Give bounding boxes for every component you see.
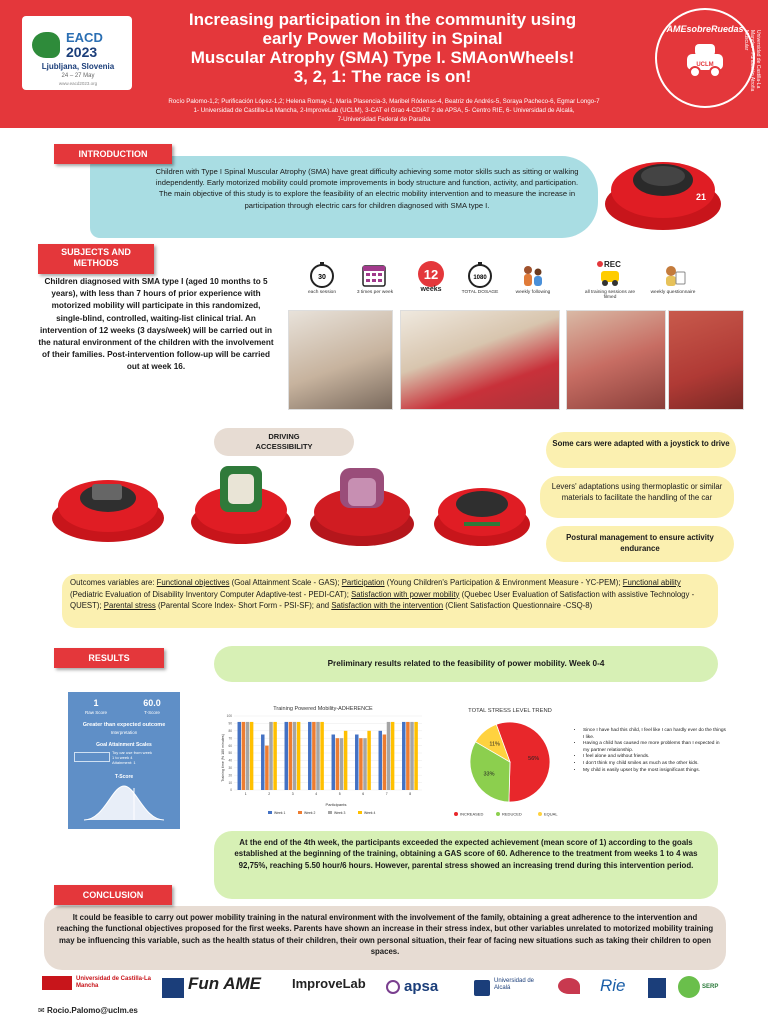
bar [387, 722, 390, 790]
y-tick-label: 40 [228, 758, 232, 763]
calendar-icon [361, 262, 387, 288]
preliminary-results-banner: Preliminary results related to the feasibility of power mobility. Week 0-4 [214, 646, 718, 682]
driving-label-line: DRIVING [268, 432, 300, 441]
eacd-logo [22, 16, 132, 90]
postural-note: Postural management to ensure activity endurance [546, 526, 734, 562]
legend-swatch [268, 811, 272, 814]
y-tick-label: 10 [228, 780, 232, 785]
heart-logo-icon [558, 978, 580, 994]
family-icon [519, 262, 545, 288]
gas-outcome: Greater than expected outcome [82, 722, 166, 728]
driving-label-line: ACCESSIBILITY [255, 442, 313, 451]
icon-label: TOTAL DOSAGE [461, 290, 499, 295]
car-adaptation-image [188, 456, 294, 550]
slice-label: 33% [483, 771, 495, 778]
authors [20, 97, 748, 124]
results-tag: RESULTS [54, 648, 164, 668]
stress-quote: • I feel alone and without friends. [583, 754, 726, 761]
bar [391, 722, 394, 790]
eacd-city: Ljubljana, Slovenia [41, 62, 115, 71]
icon-label: each session [308, 290, 336, 295]
outcome-detail: (Pediatric Evaluation of Disability Inventory Computer Adaptive-test - PEDI-CAT); [70, 589, 352, 599]
uclm-logo-icon [42, 976, 72, 990]
dragon-icon [32, 32, 60, 58]
training-photo [288, 310, 393, 410]
icon-label: weekly following [515, 290, 551, 295]
badge-title: AMEsobreRuedas [666, 24, 744, 34]
gas-raw-label: Raw Score [84, 710, 107, 715]
sponsor-logos [38, 974, 728, 1004]
y-tick-label: 70 [228, 736, 232, 741]
icon-value: 1080 [473, 275, 487, 281]
car-number: 21 [696, 192, 707, 202]
title-line: early Power Mobility in Spinal [262, 29, 503, 48]
training-photo [566, 310, 666, 410]
affiliations-line: 1- Universidad de Castilla-La Mancha, 2-ImproveLab (UCLM), 3-CAT el Grao 4-CDIAT 2 de APSA, 5- Centro RIE, 6- Universidad de Alcalá, [193, 107, 575, 114]
gas-raw-score: 1 [93, 698, 99, 708]
bar [250, 722, 253, 790]
stopwatch-icon [309, 262, 335, 288]
alcala-logo-icon [474, 980, 490, 996]
introduction-box [90, 156, 598, 238]
intervention-icons [295, 262, 735, 302]
alcala-logo: Universidad de Alcalá [494, 978, 535, 991]
legend-label: Week 2 [304, 811, 316, 815]
eacd-name: EACD [66, 30, 103, 45]
x-tick-label: 4 [315, 792, 318, 796]
gas-scales-title: Goal Attainment Scales [96, 742, 152, 748]
gas-t-score: 60.0 [143, 698, 161, 708]
legend-label: INCREASED [460, 811, 484, 817]
ufpb-logo-icon [648, 978, 666, 998]
bar [406, 722, 409, 790]
y-tick-label: 30 [228, 766, 232, 770]
bar [297, 722, 300, 790]
gas-interpretation: Interpretation [110, 730, 138, 735]
y-tick-label: 80 [228, 729, 232, 733]
header-banner [0, 0, 768, 128]
bar [285, 722, 288, 790]
gas-scale-note-line: 1 to week 4 [112, 755, 133, 760]
car-number: 21 [84, 469, 97, 481]
y-tick-label: 100 [226, 714, 232, 719]
outcomes-box [62, 574, 718, 628]
title-line: Increasing participation in the community using [188, 10, 577, 29]
bar [246, 722, 249, 790]
legend-label: Week 3 [334, 811, 346, 815]
outcome-detail: (Quebec User Evaluation of Satisfaction with assistive Technology - QUEST); [70, 589, 695, 610]
outcome-name: Functional ability [622, 578, 681, 587]
x-tick-label: 7 [385, 792, 388, 796]
bar [402, 722, 405, 790]
bar [269, 722, 272, 790]
stress-quote: • I don't think my child smiles as much as the other kids. [583, 761, 726, 768]
legend-label: EQUAL [544, 811, 558, 817]
legend-label: REDUCED [502, 811, 522, 817]
outcome-name: Functional objectives [156, 578, 230, 587]
y-tick-label: 50 [228, 751, 232, 756]
bar [308, 722, 311, 790]
chart-title: Training Powered Mobility-ADHERENCE [273, 706, 373, 712]
uclm-logo: Universidad de Castilla-La Mancha [76, 976, 152, 989]
outcome-detail: (Goal Attainment Scale - GAS); [229, 578, 342, 587]
outcome-name: Parental stress [103, 601, 156, 610]
title-line: Muscular Atrophy (SMA) Type I. SMAonWheels! [190, 48, 575, 67]
total-dosage-icon [467, 262, 493, 288]
bar [316, 722, 319, 790]
icon-label: all training sessions are filmed [584, 290, 636, 300]
x-tick-label: 2 [268, 792, 271, 796]
y-tick-label: 90 [228, 721, 232, 726]
tscore-bell-curve [82, 782, 166, 824]
outcome-name: Satisfaction with the intervention [331, 601, 444, 610]
legend-swatch [298, 811, 302, 814]
outcome-name: Participation [341, 578, 385, 587]
gas-scale-note [112, 750, 176, 765]
conclusion-tag: CONCLUSION [54, 885, 172, 905]
stress-quote: • Since I have had this child, I feel like I can hardly ever do the things I like. [583, 728, 726, 741]
icon-value: 12 [423, 267, 439, 282]
apsa-logo-icon [386, 980, 400, 994]
bar [340, 738, 343, 790]
badge-side-text: Universidad de Castilla-La Mancha • Fundación Atrofia Muscular [743, 30, 761, 92]
legend-swatch [496, 812, 500, 816]
x-tick-label: 8 [409, 792, 412, 796]
stress-quotes-list [576, 728, 726, 774]
joystick-note: Some cars were adapted with a joystick to drive [546, 432, 736, 468]
outcome-name: Satisfaction with power mobility [351, 589, 460, 599]
bar [293, 722, 296, 790]
bar [344, 731, 347, 790]
title-line: 3, 2, 1: The race is on! [293, 67, 472, 86]
eacd-dates: 24 – 27 May [61, 73, 95, 79]
bar [265, 746, 268, 790]
bar [367, 731, 370, 790]
eacd-year: 2023 [66, 44, 98, 60]
car-adaptation-image [48, 462, 168, 546]
y-tick-label: 60 [228, 743, 232, 748]
chart-x-label: Participants [325, 802, 347, 807]
legend-swatch [538, 812, 542, 816]
bar [355, 735, 358, 791]
bar [379, 731, 382, 790]
twelve-weeks-icon [415, 260, 447, 292]
email-icon: ✉ [38, 1006, 47, 1015]
improvelab-logo: ImproveLab [292, 976, 366, 991]
x-tick-label: 6 [362, 792, 365, 796]
bar [312, 722, 315, 790]
outcome-detail: (Client Satisfaction Questionnaire -CSQ-8) [443, 601, 593, 610]
introduction-tag: INTRODUCTION [54, 144, 172, 164]
bar [414, 722, 417, 790]
slice-label: 56% [528, 756, 540, 763]
x-tick-label: 3 [291, 792, 294, 796]
driving-accessibility-label [214, 428, 354, 456]
legend-swatch [358, 811, 362, 814]
apsa-logo: apsa [404, 978, 439, 995]
contact-email[interactable] [38, 1006, 138, 1015]
icon-label: 3 times per week [356, 290, 394, 295]
icon-label: weekly questionnaire [650, 290, 696, 295]
chart-title: TOTAL STRESS LEVEL TREND [468, 708, 552, 714]
record-icon [595, 258, 625, 288]
affiliations-line: 7-Universidad Federal de Paraíba [337, 116, 431, 123]
bar [273, 722, 276, 790]
gas-curve-label: T-Score [114, 774, 134, 780]
car-number: 21 [684, 151, 697, 163]
eacd-url: www.eacd2023.org [58, 81, 98, 86]
bar [383, 735, 386, 791]
levers-note: Levers' adaptations using thermoplastic or similar materials to facilitate the handling of the car [540, 476, 734, 518]
bar [359, 738, 362, 790]
email-address[interactable]: Rocio.Palomo@uclm.es [46, 1006, 138, 1015]
slice-label: 11% [489, 741, 500, 748]
x-tick-label: 5 [338, 792, 341, 796]
stress-pie-chart [440, 704, 580, 822]
y-tick-label: 0 [230, 788, 232, 793]
bar [410, 722, 413, 790]
bar [320, 722, 323, 790]
bar [242, 722, 245, 790]
bar [289, 722, 292, 790]
outcome-detail: (Parental Score Index- Short Form - PSI-SF); and [155, 601, 332, 610]
icon-value: REC [604, 260, 621, 269]
bar [238, 722, 241, 790]
stress-quote: • My child is easily upset by the most insignificant things. [583, 768, 726, 775]
authors-line: Rocío Palomo-1,2; Purificación López-1,2; Helena Romay-1, María Plasencia-3, Maribel Ródenas-4, Beatriz de Andrés-5, Soraya Pacheco-6, Egmar Longo-7 [168, 98, 600, 105]
gas-scale-note-line: Attainment: 1 [112, 760, 136, 765]
legend-swatch [328, 811, 332, 814]
weeks-word: weeks [420, 286, 442, 292]
methods-tag-line: SUBJECTS AND [61, 247, 131, 257]
gas-t-label: T-Score [144, 710, 160, 715]
methods-text: Children diagnosed with SMA type I (aged 10 months to 5 years), with less than 7 hours of prior experience with motorized mobility will participate in this randomized, single-blind, controlled, waiting-list clinical trial. An intervention of 12 weeks (3 days/week) will be carried out in the natural environment of the children with the involvement of their families. Post-intervention follow-up will be carried out at week 16. [38, 277, 274, 372]
campus-logo-icon [162, 978, 184, 998]
introduction-text: Children with Type I Spinal Muscular Atrophy (SMA) have great difficulty achieving some motor skills such as sitting or walking independently. Early motorized mobility could promote improvements in body structure and function, activity, and participation. The main objective of this study is to explore the feasibility of an electric mobility intervention and to measure the increase in participation through electric cars for children diagnosed with SMA type I. [155, 167, 579, 210]
conclusion-box: It could be feasible to carry out power mobility training in the natural environment with the involvement of the family, obtaining a great adherence to the intervention and reaching the functional objectives proposed for the first weeks. Parents have shown an increase in their stress index, but other variables unrelated to motorized mobility training may be influencing this variable, such as the health status of their children, their own personal situation, their fear of facing new situations such as taking their children to open spaces. [44, 906, 726, 970]
legend-label: Week 1 [274, 811, 286, 815]
adherence-bar-chart [218, 702, 428, 824]
serp-logo: SERP [702, 984, 719, 990]
bar [261, 735, 264, 791]
methods-tag [38, 244, 154, 274]
stress-quote: • Having a child has caused me more problems than I expected in my partner relationship. [583, 741, 726, 754]
serp-logo-icon [678, 976, 700, 998]
badge-car-text: UCLM [696, 62, 714, 68]
bar [332, 735, 335, 791]
car-number: 21 [460, 475, 473, 487]
car-adaptation-image [308, 464, 416, 550]
car-adaptation-image [432, 466, 532, 550]
icon-value: 30 [318, 274, 326, 281]
intro-car-image [600, 142, 726, 234]
methods-tag-line: METHODS [73, 258, 119, 268]
bar [363, 738, 366, 790]
legend-label: Week 4 [364, 811, 376, 815]
legend-swatch [454, 812, 458, 816]
training-photo [668, 310, 744, 410]
questionnaire-icon [661, 262, 687, 288]
chart-y-label: Training time (% 180 minutes) [221, 734, 225, 782]
gas-panel [68, 692, 180, 829]
amesobreruedas-badge [655, 8, 761, 108]
x-tick-label: 1 [244, 792, 247, 796]
gas-scale-bar [74, 752, 110, 762]
outcomes-intro: Outcomes variables are: [70, 578, 157, 587]
results-summary: At the end of the 4th week, the participants exceeded the expected achievement (mean score of 1) according to the goals established at the beginning of the training, obtaining a GAS score of 60. Adherence to the treatment from weeks 1 to 4 was 92,75%, reaching 5.50 hour/6 hours. However, parental stress showed an increasing trend during this intervention period. [214, 831, 718, 899]
bar [336, 738, 339, 790]
y-tick-label: 20 [228, 773, 232, 778]
rie-logo: Rie [600, 976, 626, 995]
training-photo [400, 310, 560, 410]
fundame-logo: Fun AME [188, 974, 262, 993]
gas-scale-note-line: Toy car use from week [112, 750, 153, 755]
poster-title [130, 10, 635, 86]
car-icon [681, 36, 729, 80]
outcome-detail: (Young Children's Participation & Environment Measure - YC-PEM); [384, 578, 623, 587]
